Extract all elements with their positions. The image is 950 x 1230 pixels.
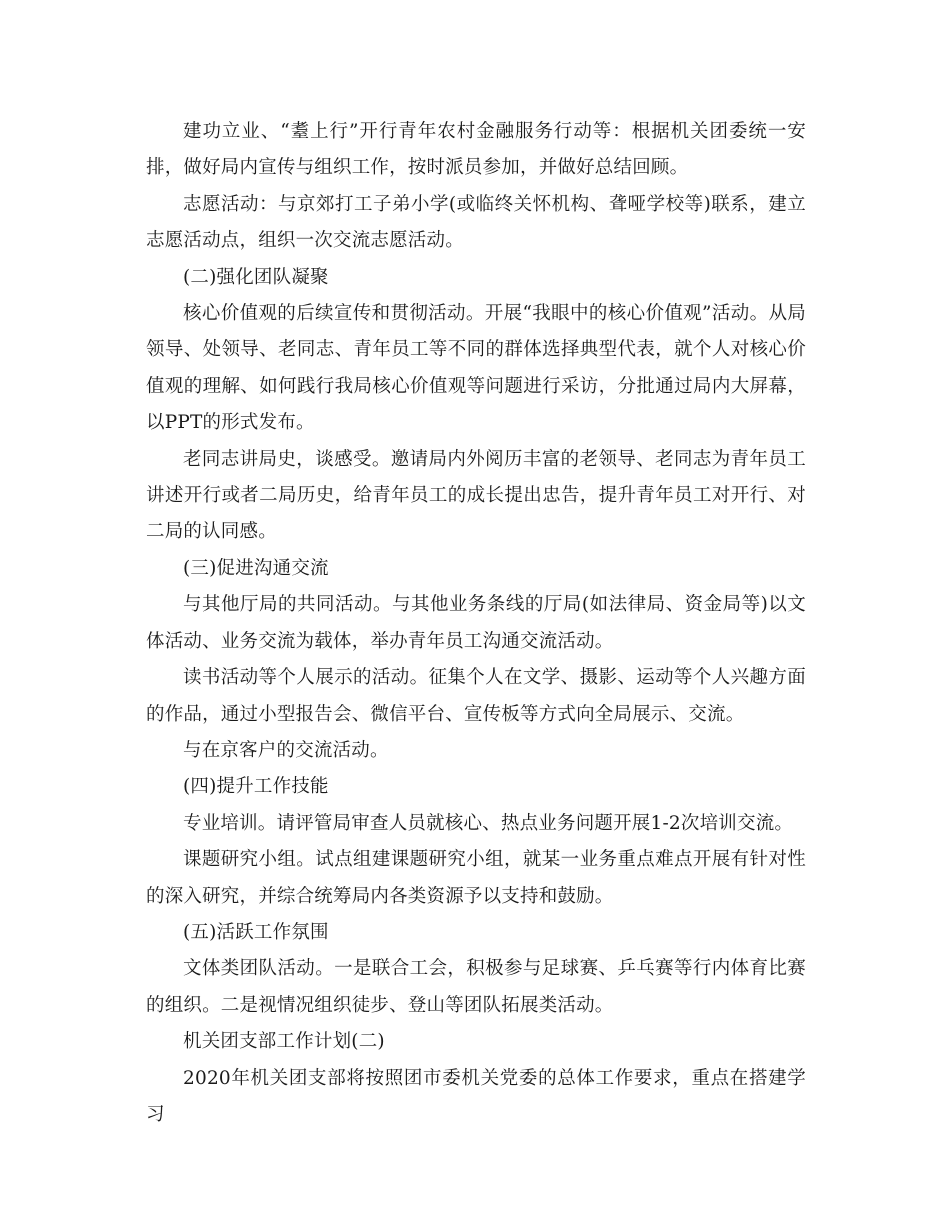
paragraph-plan-intro: 2020年机关团支部将按照团市委机关党委的总体工作要求，重点在搭建学习	[146, 1067, 806, 1125]
paragraph-client-exchange: 与在京客户的交流活动。	[183, 739, 389, 761]
paragraph-joint-activities: 与其他厅局的共同活动。与其他业务条线的厅局(如法律局、资金局等)以文体活动、业务交流为载体，举办青年员工沟通交流活动。	[146, 594, 806, 652]
paragraph-sports-activities: 文体类团队活动。一是联合工会，积极参与足球赛、乒乓赛等行内体育比赛的组织。二是视情况组织徒步、登山等团队拓展类活动。	[146, 958, 806, 1016]
paragraph-core-values: 核心价值观的后续宣传和贯彻活动。开展“我眼中的核心价值观”活动。从局领导、处领导、老同志、青年员工等不同的群体选择典型代表，就个人对核心价值观的理解、如何践行我局核心价值观等问题进行采访，分批通过局内大屏幕，以PPT的形式发布。	[146, 303, 806, 434]
document-body	[146, 114, 806, 1133]
paragraph-research-group: 课题研究小组。试点组建课题研究小组，就某一业务重点难点开展有针对性的深入研究，并综合统筹局内各类资源予以支持和鼓励。	[146, 849, 806, 907]
paragraph-reading-activities: 读书活动等个人展示的活动。征集个人在文学、摄影、运动等个人兴趣方面的作品，通过小型报告会、微信平台、宣传板等方式向全局展示、交流。	[146, 667, 806, 725]
section-heading-work-skills: (四)提升工作技能	[183, 776, 329, 798]
paragraph-bureau-history: 老同志讲局史，谈感受。邀请局内外阅历丰富的老领导、老同志为青年员工讲述开行或者二局历史，给青年员工的成长提出忠告，提升青年员工对开行、对二局的认同感。	[146, 448, 806, 543]
section-heading-communication: (三)促进沟通交流	[183, 557, 329, 579]
section-heading-team-cohesion: (二)强化团队凝聚	[183, 266, 329, 288]
paragraph-volunteer: 志愿活动：与京郊打工子弟小学(或临终关怀机构、聋哑学校等)联系，建立志愿活动点，组织一次交流志愿活动。	[146, 193, 806, 252]
paragraph-rural-finance: 建功立业、“耋上行”开行青年农村金融服务行动等：根据机关团委统一安排，做好局内宣传与组织工作，按时派员参加，并做好总结回顾。	[146, 121, 806, 179]
paragraph-professional-training: 专业培训。请评管局审查人员就核心、热点业务问题开展1-2次培训交流。	[183, 812, 794, 834]
section-heading-work-plan-two: 机关团支部工作计划(二)	[183, 1031, 385, 1053]
section-heading-work-atmosphere: (五)活跃工作氛围	[183, 921, 329, 943]
